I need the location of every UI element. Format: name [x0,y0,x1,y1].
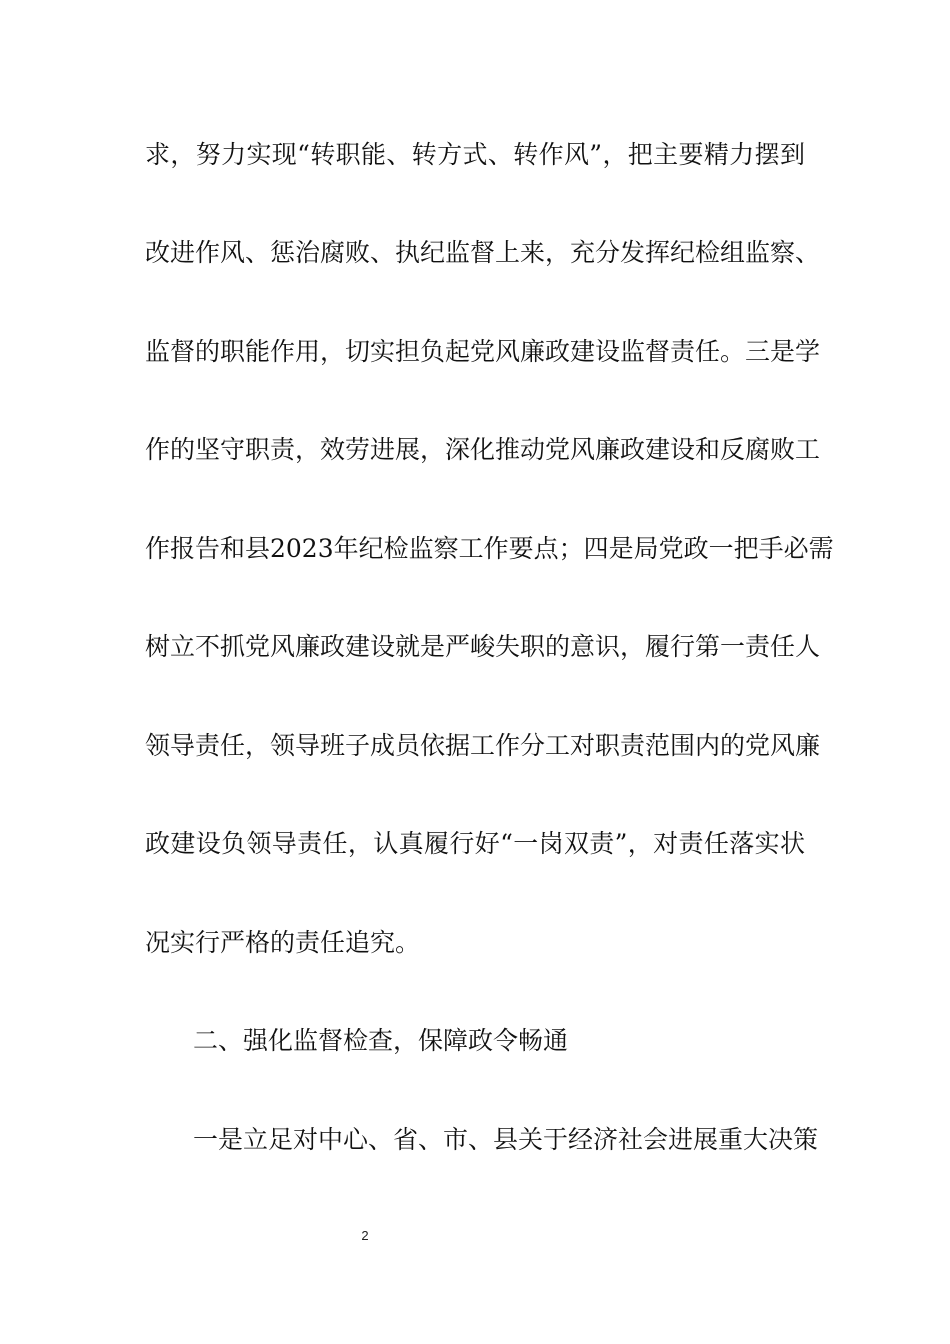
paragraph-line-1: 求，努力实现“转职能、转方式、转作风”，把主要精力摆到 [145,140,805,169]
paragraph-line-7: 领导责任，领导班子成员依据工作分工对职责范围内的党风廉 [145,731,821,760]
paragraph-line-3: 监督的职能作用，切实担负起党风廉政建设监督责任。三是学 [145,337,821,366]
paragraph-line-2: 改进作风、惩治腐败、执纪监督上来，充分发挥纪检组监察、 [145,238,821,267]
page-number: 2 [361,1228,369,1243]
paragraph-line-4: 作的坚守职责，效劳进展，深化推动党风廉政建设和反腐败工 [145,435,821,464]
paragraph-line-9: 况实行严格的责任追究。 [145,928,421,957]
paragraph-line-8: 政建设负领导责任，认真履行好“一岗双责”，对责任落实状 [145,829,805,858]
paragraph-line-6: 树立不抓党风廉政建设就是严峻失职的意识，履行第一责任人 [145,632,821,661]
paragraph-line-5: 作报告和县2023年纪检监察工作要点；四是局党政一把手必需 [145,534,834,563]
section-heading: 二、强化监督检查，保障政令畅通 [193,1026,569,1055]
next-paragraph-line: 一是立足对中心、省、市、县关于经济社会进展重大决策 [193,1125,819,1154]
